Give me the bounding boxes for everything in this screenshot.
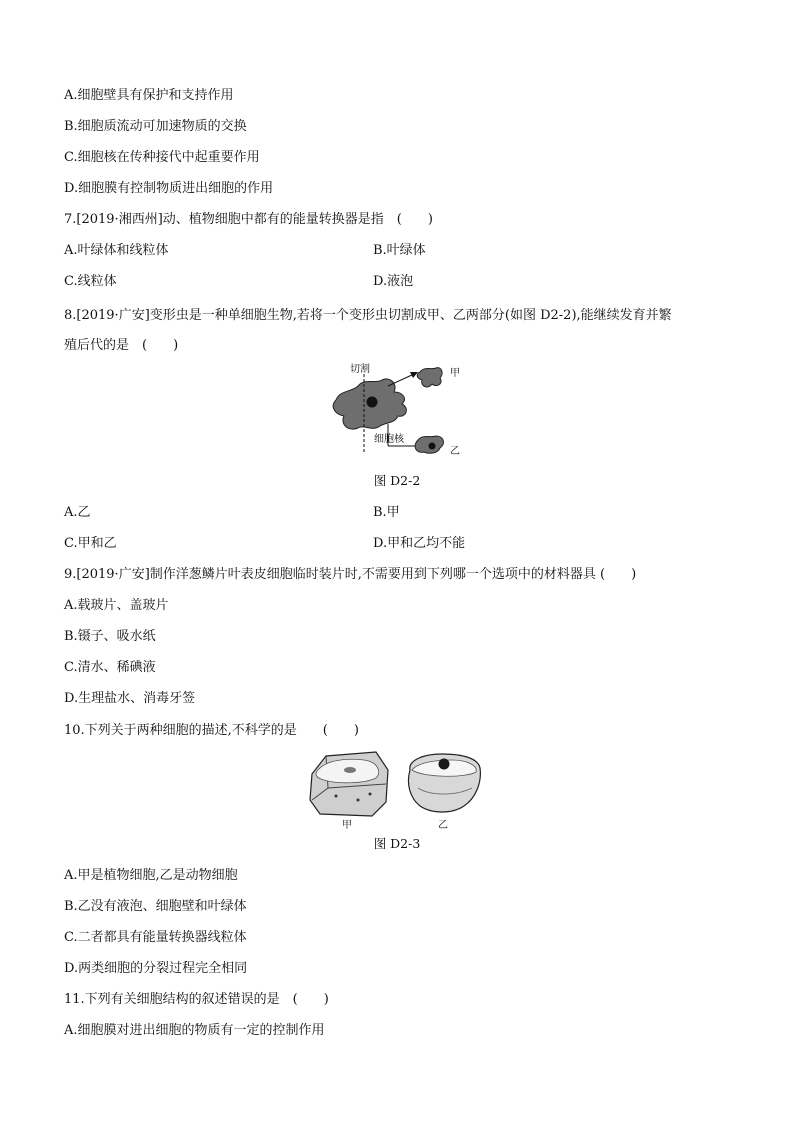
q8-option-a: A.乙 bbox=[64, 505, 91, 520]
q8-option-d: D.甲和乙均不能 bbox=[373, 536, 466, 551]
label-yi-cell: 乙 bbox=[438, 820, 448, 830]
q9-option-b: B.镊子、吸水纸 bbox=[64, 629, 156, 644]
q8-stem-line1: 8.[2019·广安]变形虫是一种单细胞生物,若将一个变形虫切割成甲、乙两部分(如图 D2-2),能继续发育并繁 bbox=[64, 308, 672, 323]
q8-stem-line2: 殖后代的是 ( ) bbox=[64, 338, 179, 353]
label-nucleus: 细胞核 bbox=[374, 434, 404, 445]
q7-option-b: B.叶绿体 bbox=[373, 243, 426, 258]
prev-option-d: D.细胞膜有控制物质进出细胞的作用 bbox=[64, 181, 274, 196]
q9-option-d: D.生理盐水、消毒牙签 bbox=[64, 691, 196, 706]
figure-caption-d2-3: 图 D2-3 bbox=[373, 836, 421, 851]
fragment-jia bbox=[417, 368, 442, 387]
nucleus bbox=[367, 397, 378, 408]
q9-option-c: C.清水、稀碘液 bbox=[64, 660, 156, 675]
q10-option-d: D.两类细胞的分裂过程完全相同 bbox=[64, 961, 248, 976]
label-cut: 切割 bbox=[350, 364, 370, 375]
q7-option-c: C.线粒体 bbox=[64, 274, 117, 289]
q7-stem: 7.[2019·湘西州]动、植物细胞中都有的能量转换器是指 ( ) bbox=[64, 212, 433, 227]
q11-option-a: A.细胞膜对进出细胞的物质有一定的控制作用 bbox=[64, 1023, 325, 1038]
label-jia: 甲 bbox=[450, 368, 460, 379]
q9-option-a: A.载玻片、盖玻片 bbox=[64, 598, 169, 613]
q10-stem: 10.下列关于两种细胞的描述,不科学的是 ( ) bbox=[64, 723, 359, 738]
amoeba-figure bbox=[328, 362, 478, 462]
q7-option-d: D.液泡 bbox=[373, 274, 414, 289]
label-jia-cell: 甲 bbox=[342, 820, 352, 830]
q11-stem: 11.下列有关细胞结构的叙述错误的是 ( ) bbox=[64, 992, 329, 1007]
q8-option-b: B.甲 bbox=[373, 505, 400, 520]
prev-option-a: A.细胞壁具有保护和支持作用 bbox=[64, 88, 234, 103]
fragment-yi-nucleus bbox=[429, 443, 436, 450]
figure-caption-d2-2: 图 D2-2 bbox=[373, 473, 421, 488]
q9-stem: 9.[2019·广安]制作洋葱鳞片叶表皮细胞临时装片时,不需要用到下列哪一个选项中的材料器具 ( ) bbox=[64, 567, 637, 582]
q10-option-a: A.甲是植物细胞,乙是动物细胞 bbox=[64, 868, 238, 883]
q10-option-b: B.乙没有液泡、细胞壁和叶绿体 bbox=[64, 899, 247, 914]
q7-option-a: A.叶绿体和线粒体 bbox=[64, 243, 169, 258]
prev-option-b: B.细胞质流动可加速物质的交换 bbox=[64, 119, 247, 134]
q10-option-c: C.二者都具有能量转换器线粒体 bbox=[64, 930, 247, 945]
plant-cell bbox=[310, 752, 388, 816]
label-yi: 乙 bbox=[450, 446, 460, 457]
q8-option-c: C.甲和乙 bbox=[64, 536, 117, 551]
prev-option-c: C.细胞核在传种接代中起重要作用 bbox=[64, 150, 260, 165]
animal-cell bbox=[408, 754, 480, 812]
cells-figure bbox=[306, 748, 496, 830]
